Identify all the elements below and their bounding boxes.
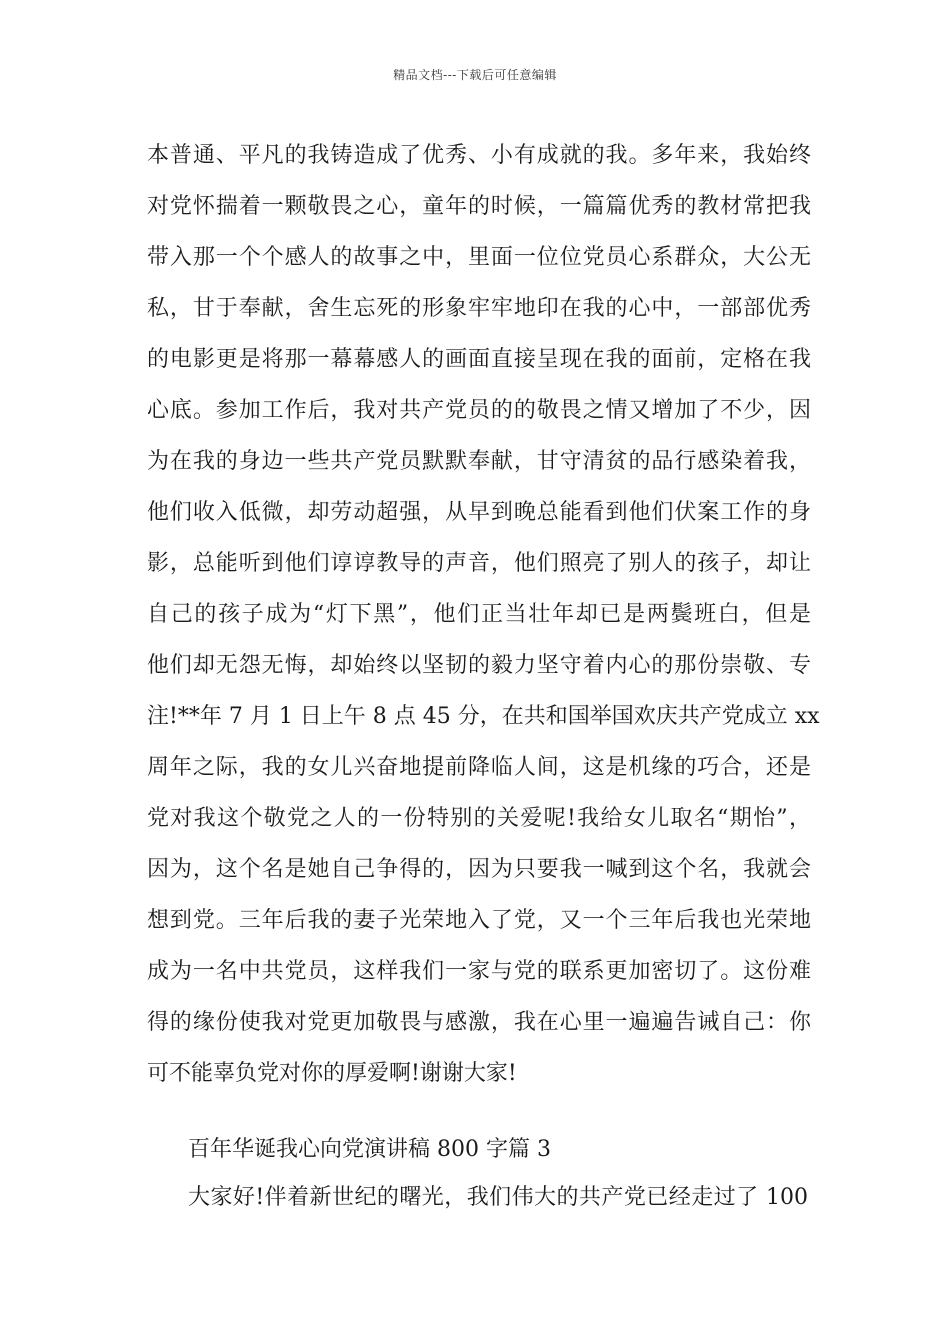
section-title: 百年华诞我心向党演讲稿 800 字篇 3 — [188, 1137, 551, 1162]
text-line: 他们却无怨无悔，却始终以坚韧的毅力坚守着内心的那份崇敬、专 — [147, 653, 811, 678]
text-line: 想到党。三年后我的妻子光荣地入了党，又一个三年后我也光荣地 — [147, 908, 811, 933]
text-line: 自己的孩子成为“灯下黑”，他们正当壮年却已是两鬓班白，但是 — [147, 602, 811, 627]
text-line: 私，甘于奉献，舍生忘死的形象牢牢地印在我的心中，一部部优秀 — [147, 296, 811, 321]
text-line: 心底。参加工作后，我对共产党员的的敬畏之情又增加了不少，因 — [147, 398, 811, 423]
text-line: 注!**年 7 月 1 日上午 8 点 45 分，在共和国举国欢庆共产党成立 xx — [147, 704, 820, 729]
text-line: 影，总能听到他们谆谆教导的声音，他们照亮了别人的孩子，却让 — [147, 551, 811, 576]
section-opening-line: 大家好!伴着新世纪的曙光，我们伟大的共产党已经走过了 100 — [188, 1185, 808, 1210]
text-line: 周年之际，我的女儿兴奋地提前降临人间，这是机缘的巧合，还是 — [147, 755, 811, 780]
text-line: 对党怀揣着一颗敬畏之心，童年的时候，一篇篇优秀的教材常把我 — [147, 194, 811, 219]
text-line-last: 可不能辜负党对你的厚爱啊!谢谢大家! — [147, 1061, 517, 1086]
text-line: 的电影更是将那一幕幕感人的画面直接呈现在我的面前，定格在我 — [147, 347, 811, 372]
text-line: 因为，这个名是她自己争得的，因为只要我一喊到这个名，我就会 — [147, 857, 811, 882]
text-line: 本普通、平凡的我铸造成了优秀、小有成就的我。多年来，我始终 — [147, 143, 811, 168]
page-header: 精品文档---下载后可任意编辑 — [393, 68, 557, 82]
text-line: 他们收入低微，却劳动超强，从早到晚总能看到他们伏案工作的身 — [147, 500, 811, 525]
body-paragraph — [147, 130, 820, 1099]
text-line: 党对我这个敬党之人的一份特别的关爱呢!我给女儿取名“期怡”， — [147, 806, 811, 831]
text-line: 带入那一个个感人的故事之中，里面一位位党员心系群众，大公无 — [147, 245, 811, 270]
text-line: 得的缘份使我对党更加敬畏与感激，我在心里一遍遍告诫自己：你 — [147, 1010, 811, 1035]
text-line: 成为一名中共党员，这样我们一家与党的联系更加密切了。这份难 — [147, 959, 811, 984]
text-line: 为在我的身边一些共产党员默默奉献，甘守清贫的品行感染着我， — [147, 449, 811, 474]
